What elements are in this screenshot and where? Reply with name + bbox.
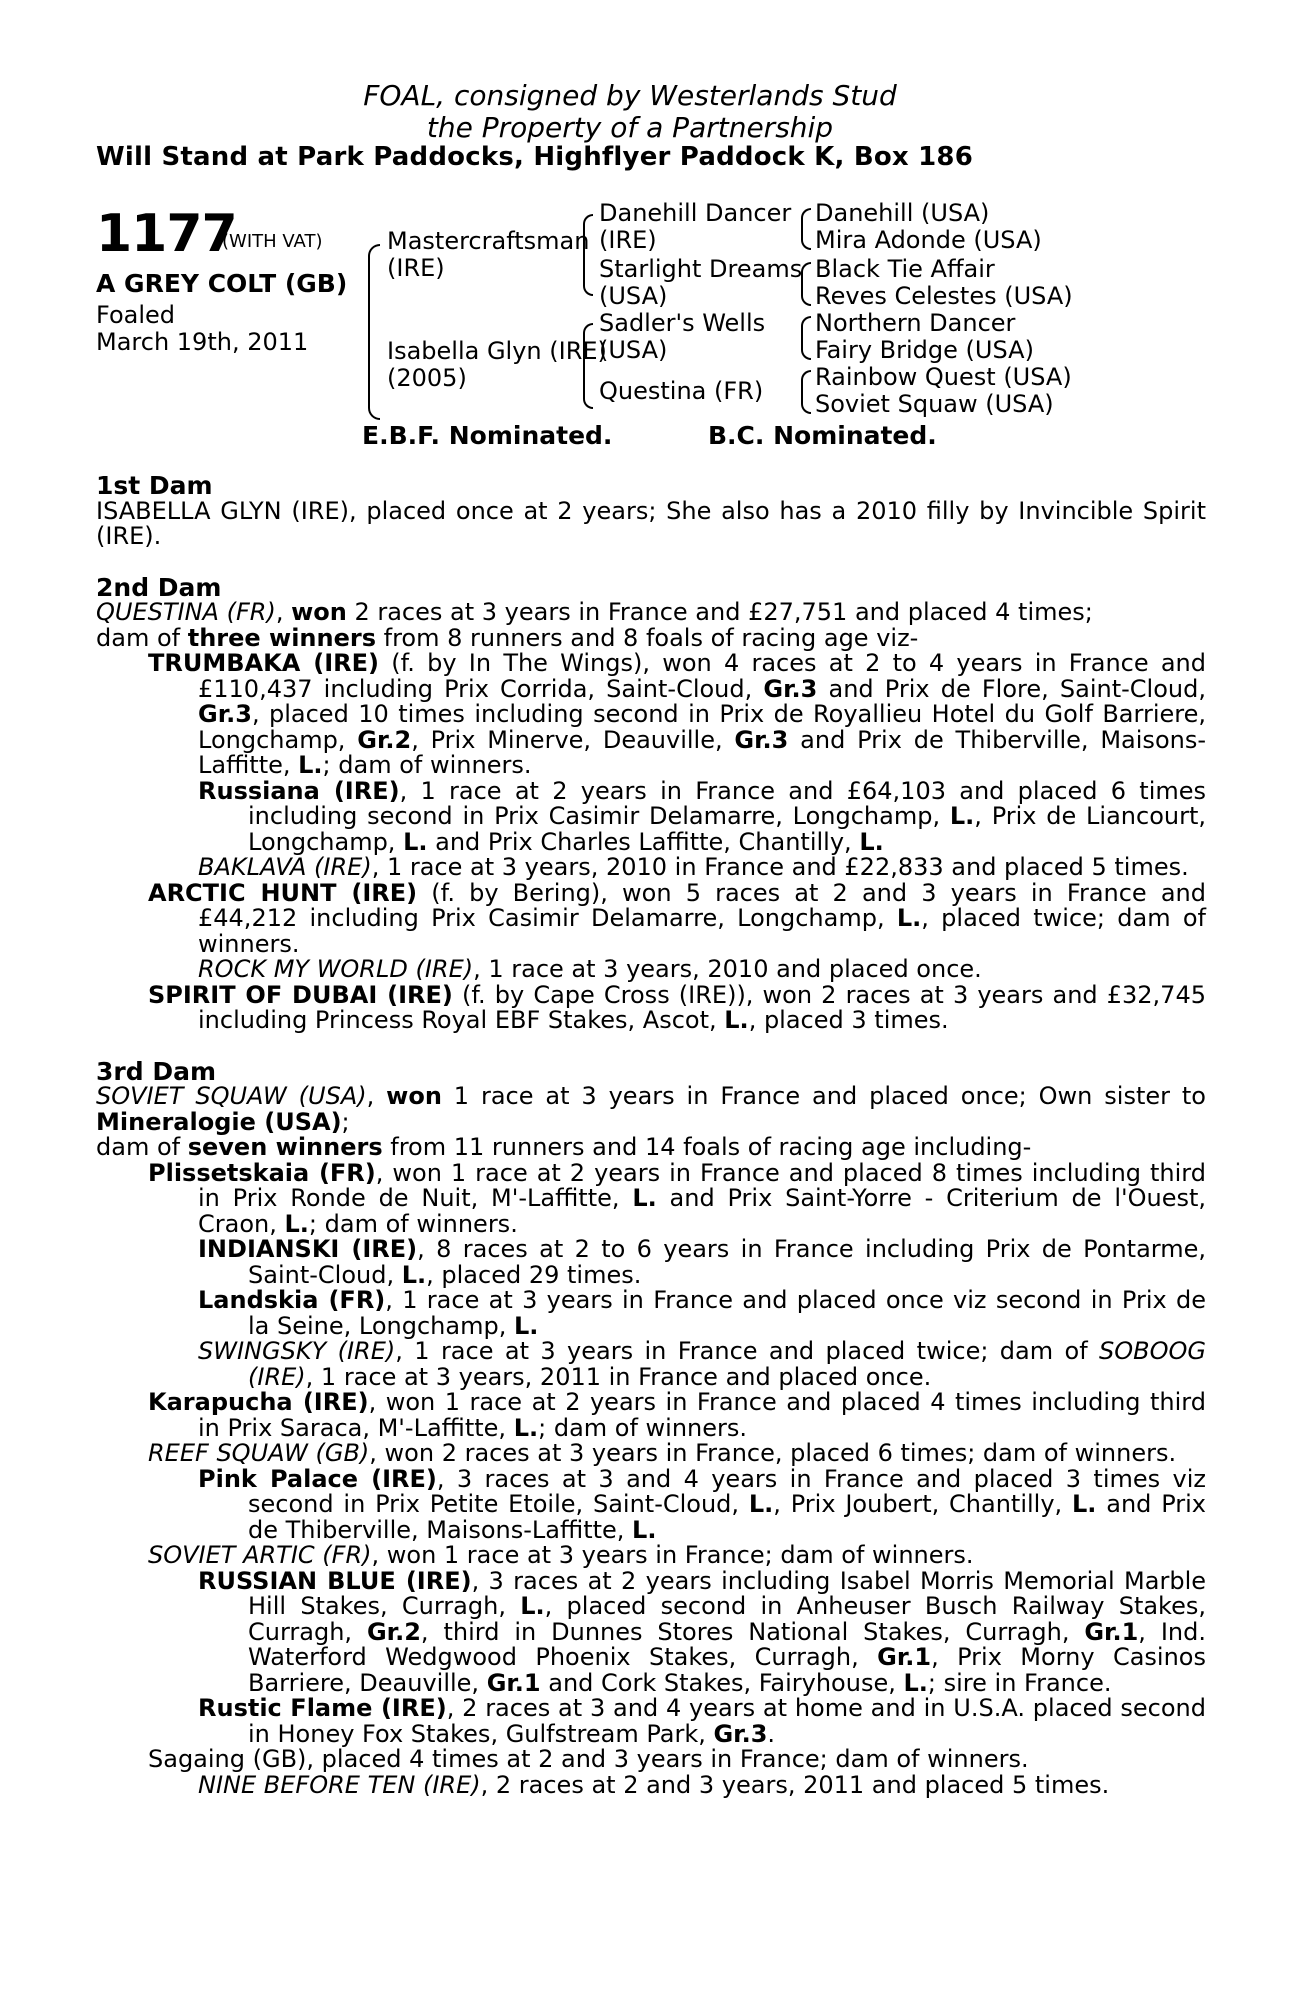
horse-name: QUESTINA (FR) <box>96 598 276 626</box>
produce-entry <box>96 1158 1207 1238</box>
horse-name: SPIRIT OF DUBAI (IRE) <box>148 980 453 1009</box>
text-run: and Prix Charles Laffitte, Chantilly, <box>427 827 860 856</box>
second-dam-produce-line <box>96 623 1206 652</box>
produce-entry <box>96 1566 1207 1697</box>
lot-description: A GREY COLT (GB) <box>96 269 348 298</box>
text-run: L. <box>949 802 975 830</box>
text-run: from 11 runners and 14 foals of racing age including- <box>382 1133 1032 1161</box>
text-run: , 2 races at 2 and 3 years, 2011 and placed 5 times. <box>480 1770 1110 1799</box>
text-run: L. <box>1072 1490 1097 1518</box>
text-run: and Prix de Thiberville, Maisons-Laffitte, <box>198 725 1206 779</box>
text-run: Gr.3 <box>734 725 789 754</box>
pedigree-block <box>96 200 1206 460</box>
third-dam-heading: 3rd Dam <box>96 1056 216 1086</box>
text-run: , 1 race at 3 years, 2011 in France and placed once. <box>305 1362 932 1391</box>
horse-name: BAKLAVA (IRE) <box>198 853 372 881</box>
text-run: , won 2 races at 3 years in France, placed 6 times; dam of winners. <box>369 1439 1177 1467</box>
text-run: L. <box>748 1490 774 1518</box>
horse-name: SOVIET ARTIC (FR) <box>148 1541 372 1569</box>
horse-name: Landskia (FR) <box>198 1286 386 1314</box>
text-run: , 1 race at 2 years in France and £64,103 and placed 6 times including second in Prix Casimir Delamarre, Longchamp, <box>248 776 1207 830</box>
dam-name: Isabella Glyn (IRE) <box>387 337 607 365</box>
text-run: and Cork Stakes, Fairyhouse, <box>540 1668 904 1697</box>
dam-dam-name: Questina (FR) <box>599 377 764 405</box>
text-run: L. <box>632 1515 657 1544</box>
g3-ancestor: Fairy Bridge (USA) <box>815 336 1034 364</box>
text-run: , Prix de Liancourt, Longchamp, <box>248 802 1206 856</box>
text-run: , won 1 race at 2 years in France and placed 4 times including third in Prix Saraca, M'-Laffitte, <box>198 1388 1206 1442</box>
text-run: L. <box>903 1668 928 1697</box>
g3-brace-1 <box>801 208 811 250</box>
text-run: , Prix Morny Casinos Barriere, Deauville, <box>248 1643 1206 1697</box>
text-run: , 2 races at 3 and 4 years at home and in U.S.A. placed second in Honey Fox Stakes, Gulfstream Park, <box>248 1694 1206 1748</box>
text-run: Gr.3 <box>713 1719 768 1748</box>
horse-name: Rustic Flame (IRE) <box>198 1694 447 1722</box>
ebf-nominated: E.B.F. Nominated. <box>362 421 613 450</box>
text-run: Gr.3 <box>198 700 252 728</box>
bc-nominated: B.C. Nominated. <box>708 421 937 450</box>
text-run: 1 race at 3 years in France and placed once; Own sister to <box>441 1082 1206 1110</box>
produce-entry <box>96 855 1206 881</box>
text-run: L. <box>284 1209 309 1238</box>
sire-sire-country: (IRE) <box>599 226 657 254</box>
text-run: and Prix de Flore, Saint-Cloud, <box>817 674 1206 703</box>
text-run: ; dam of winners. <box>538 1413 748 1442</box>
first-dam-text: ISABELLA GLYN (IRE), placed once at 2 years; She also has a 2010 filly by Invincible Spirit (IRE). <box>96 496 1206 550</box>
produce-entry <box>96 1441 1206 1467</box>
sire-country: (IRE) <box>387 254 445 282</box>
g3-ancestor: Black Tie Affair <box>815 255 995 283</box>
sire-dam-country: (USA) <box>599 282 668 310</box>
third-dam-line <box>96 1084 1206 1135</box>
text-run: , placed 10 times including second in Prix de Royallieu Hotel du Golf Barriere, Longchamp, <box>198 700 1206 754</box>
g3-brace-4 <box>801 370 811 414</box>
dam-sire-country: (USA) <box>599 336 668 364</box>
dam-year: (2005) <box>387 364 467 392</box>
third-dam-produce-line <box>96 1135 1206 1161</box>
text-run: seven winners <box>187 1133 383 1161</box>
text-run: , Prix Joubert, Chantilly, <box>773 1490 1072 1518</box>
foaled-date: March 19th, 2011 <box>96 328 309 356</box>
horse-name: Pink Palace (IRE) <box>198 1464 437 1493</box>
text-run: L. <box>513 1413 539 1442</box>
horse-name: SOVIET SQUAW (USA) <box>96 1082 367 1110</box>
produce-entry <box>96 1237 1206 1288</box>
location-line: Will Stand at Park Paddocks, Highflyer Paddock K, Box 186 <box>96 142 973 172</box>
text-run: (f. by In The Wings), won 4 races at 2 to 4 years in France and £110,437 including Prix Corrida, Saint-Cloud, <box>198 649 1206 703</box>
text-run: , 3 races at 2 years including Isabel Morris Memorial Marble Hill Stakes, Curragh, <box>248 1566 1207 1620</box>
horse-name: TRUMBAKA (IRE) <box>148 649 379 677</box>
produce-entry <box>96 1464 1206 1544</box>
horse-name: ARCTIC HUNT (IRE) <box>148 878 418 907</box>
text-run: , won 1 race at 2 years in France and placed 8 times including third in Prix Ronde de Nuit, M'-Laffitte, <box>198 1158 1206 1212</box>
sire-sire-name: Danehill Dancer <box>599 199 792 227</box>
g3-ancestor: Northern Dancer <box>815 309 1016 337</box>
text-run: dam of <box>96 1133 188 1161</box>
text-run: , 1 race at 3 years, 2010 in France and £22,833 and placed 5 times. <box>371 853 1189 881</box>
text-run: , placed 3 times. <box>748 1006 949 1034</box>
second-dam-heading: 2nd Dam <box>96 572 222 602</box>
text-run: ; dam of winners. <box>308 1209 518 1238</box>
text-run: ; sire in France. <box>927 1668 1112 1697</box>
horse-name: Plissetskaia (FR) <box>148 1158 376 1187</box>
catalogue-body <box>96 473 1206 1798</box>
text-run: . <box>767 1719 776 1748</box>
produce-entry <box>96 1543 1206 1569</box>
text-run: L. <box>632 1184 657 1212</box>
text-run: L. <box>859 827 884 856</box>
horse-name: SWINGSKY (IRE) <box>198 1337 396 1365</box>
text-run: ; dam of winners. <box>322 751 532 779</box>
dam-sire-name: Sadler's Wells <box>599 309 766 337</box>
text-run: , <box>275 598 292 626</box>
text-run: L. <box>520 1592 545 1620</box>
g3-ancestor: Rainbow Quest (USA) <box>815 363 1072 391</box>
text-run: L. <box>513 1311 539 1340</box>
produce-entry <box>96 776 1207 856</box>
text-run: dam of <box>96 623 188 652</box>
produce-entry <box>96 1770 1206 1799</box>
text-run: , <box>366 1082 387 1110</box>
text-run: , won 1 race at 3 years in France; dam of winners. <box>371 1541 974 1569</box>
text-run: L. <box>724 1006 749 1034</box>
text-run: Gr.1 <box>486 1668 541 1697</box>
g3-ancestor: Soviet Squaw (USA) <box>815 390 1054 418</box>
consignor-line: FOAL, consigned by Westerlands Stud <box>363 79 897 112</box>
text-run: Mineralogie (USA) <box>96 1107 342 1136</box>
horse-name: NINE BEFORE TEN (IRE) <box>198 1770 481 1799</box>
g3-brace-2 <box>801 262 811 306</box>
text-run: won <box>291 598 347 626</box>
text-run: Gr.1 <box>877 1643 932 1671</box>
text-run: ; <box>341 1107 350 1136</box>
text-run: and Prix Saint-Yorre - Criterium de l'Ouest, Craon, <box>198 1184 1207 1238</box>
text-run: , 1 race at 3 years, 2010 and placed once. <box>473 955 982 983</box>
text-run: , placed second in Anheuser Busch Railway Stakes, Curragh, <box>248 1592 1206 1646</box>
produce-entry <box>96 1390 1206 1441</box>
produce-entry <box>96 1288 1206 1339</box>
second-dam-line <box>96 600 1206 626</box>
text-run: 2 races at 3 years in France and £27,751 and placed 4 times; <box>346 598 1093 626</box>
text-run: L. <box>401 1260 427 1289</box>
g3-ancestor: Danehill (USA) <box>815 199 990 227</box>
text-run: from 8 runners and 8 foals of racing age viz- <box>376 623 919 652</box>
text-run: , 1 race at 3 years in France and placed once viz second in Prix de la Seine, Longchamp, <box>248 1286 1207 1340</box>
text-run: three winners <box>187 623 376 652</box>
text-run: L. <box>896 904 922 932</box>
vat-note: (WITH VAT) <box>222 231 323 252</box>
first-dam-heading: 1st Dam <box>96 471 213 500</box>
g3-ancestor: Reves Celestes (USA) <box>815 282 1073 310</box>
horse-name: REEF SQUAW (GB) <box>148 1439 370 1467</box>
horse-name: RUSSIAN BLUE (IRE) <box>198 1566 472 1595</box>
text-run: , 8 races at 2 to 6 years in France including Prix de Pontarme, Saint-Cloud, <box>248 1235 1207 1289</box>
text-run: , third in Dunnes Stores National Stakes, Curragh, <box>420 1617 1085 1646</box>
text-run: Gr.2 <box>366 1617 421 1646</box>
property-line: the Property of a Partnership <box>426 111 834 144</box>
text-run: , Prix Minerve, Deauville, <box>411 725 735 754</box>
g3-brace-3 <box>801 316 811 360</box>
text-run: , Ind. Waterford Wedgwood Phoenix Stakes, Curragh, <box>248 1617 1206 1671</box>
produce-entry <box>96 957 1206 983</box>
produce-entry <box>96 878 1206 958</box>
sire-dam-name: Starlight Dreams <box>599 255 803 283</box>
text-run: Gr.2 <box>357 725 412 754</box>
sire-name: Mastercraftsman <box>387 227 590 255</box>
horse-name: ROCK MY WORLD (IRE) <box>198 955 474 983</box>
produce-entry <box>96 1339 1206 1390</box>
text-run: (f. by Bering), won 5 races at 2 and 3 years in France and £44,212 including Prix Casimir Delamarre, Longchamp, <box>198 878 1206 932</box>
horse-name: INDIANSKI (IRE) <box>198 1235 418 1263</box>
text-run: (f. by Cape Cross (IRE)), won 2 races at 3 years and £32,745 including Princess Royal EBF Stakes, Ascot, <box>198 980 1206 1034</box>
text-run: Gr.1 <box>1084 1617 1139 1646</box>
text-run: Gr.3 <box>763 674 818 703</box>
sire-parents-brace <box>583 214 593 296</box>
lot-number: 1177 <box>96 204 237 264</box>
horse-name: Russiana (IRE) <box>198 776 400 805</box>
text-run: , placed 29 times. <box>426 1260 642 1289</box>
produce-entry <box>96 651 1206 779</box>
g3-ancestor: Mira Adonde (USA) <box>815 226 1042 254</box>
text-run: SOBOOG (IRE) <box>248 1337 1207 1391</box>
text-run: , 3 races at 3 and 4 years in France and placed 3 times viz second in Prix Petite Etoile, Saint-Cloud, <box>248 1464 1206 1518</box>
generation1-brace <box>368 244 380 420</box>
text-run: and Prix de Thiberville, Maisons-Laffitte, <box>248 1490 1206 1544</box>
foaled-label: Foaled <box>96 301 176 329</box>
horse-name: Karapucha (IRE) <box>148 1388 369 1416</box>
text-run: , 1 race at 3 years in France and placed twice; dam of <box>395 1337 1100 1365</box>
dam-parents-brace <box>583 323 593 409</box>
text-run: , placed twice; dam of winners. <box>198 904 1206 958</box>
produce-entry <box>96 980 1206 1034</box>
produce-entry <box>96 1696 1206 1747</box>
text-run: won <box>386 1082 442 1110</box>
text-run: L. <box>298 751 323 779</box>
text-run: L. <box>403 827 428 856</box>
produce-entry: Sagaing (GB), placed 4 times at 2 and 3 years in France; dam of winners. <box>148 1745 1029 1773</box>
